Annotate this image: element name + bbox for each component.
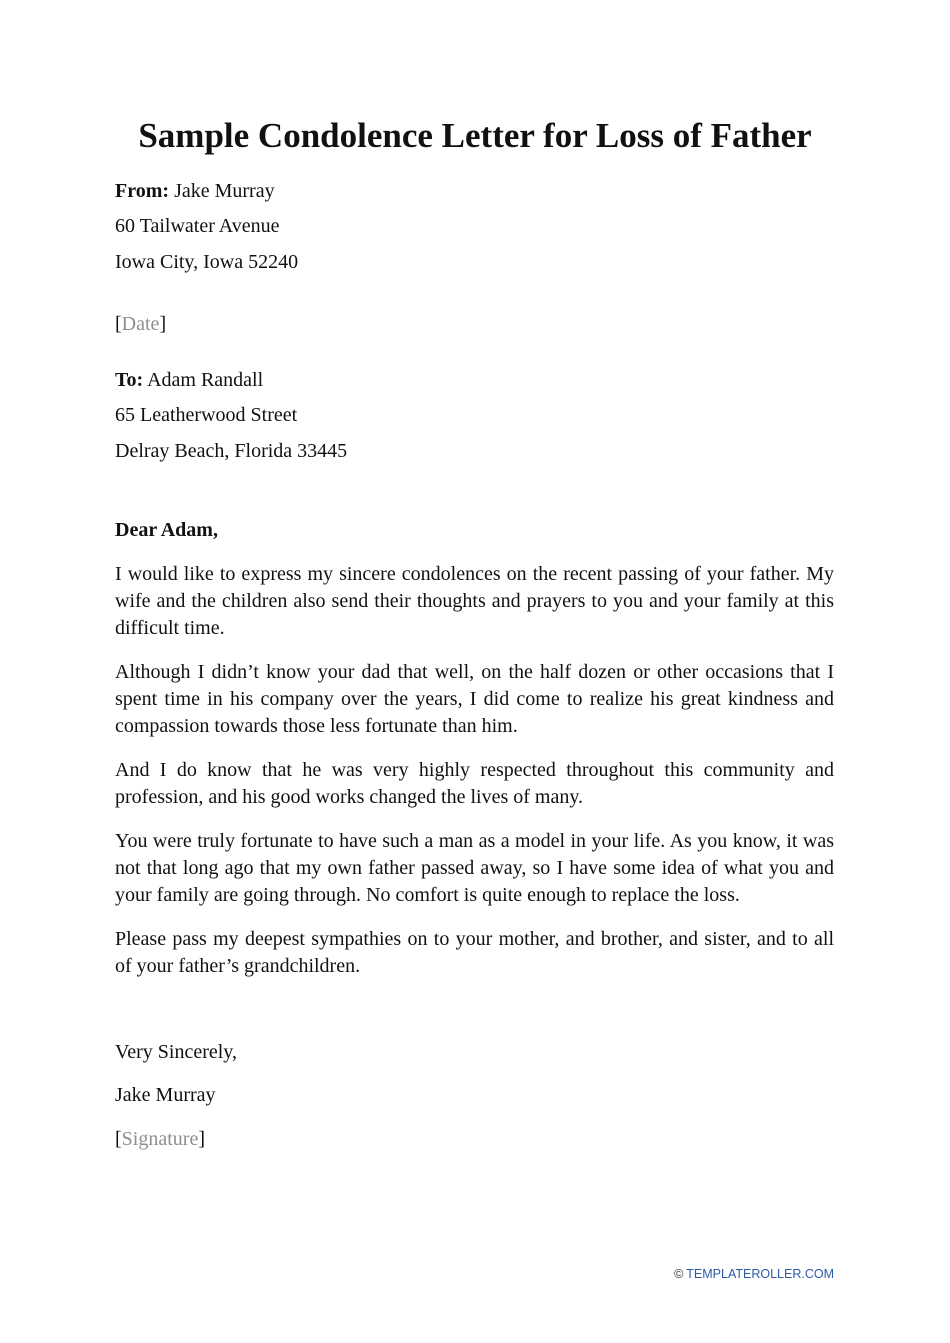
body-paragraph-5: Please pass my deepest sympathies on to your mother, and brother, and sister, and to all of your father’s grandchildren.	[115, 928, 834, 977]
date-field	[115, 311, 166, 337]
sender-city: Iowa City, Iowa 52240	[115, 251, 299, 273]
footer-site-link[interactable]: TEMPLATEROLLER.COM	[686, 1267, 834, 1281]
date-close-bracket: ]	[159, 313, 167, 335]
signature-open-bracket: [	[115, 1128, 122, 1150]
body-paragraph-1: I would like to express my sincere condolences on the recent passing of your father. My wife and the children also send their thoughts and prayers to you and your family at this difficult time.	[115, 563, 834, 639]
copyright-icon: ©	[674, 1267, 684, 1281]
signer-name: Jake Murray	[115, 1084, 216, 1106]
recipient-name-line	[115, 367, 263, 393]
signature-close-bracket: ]	[198, 1128, 205, 1150]
sender-street: 60 Tailwater Avenue	[115, 215, 280, 237]
recipient-name: Adam Randall	[147, 369, 264, 391]
recipient-city: Delray Beach, Florida 33445	[115, 440, 348, 462]
body-paragraph-3: And I do know that he was very highly respected throughout this community and profession, and his good works changed the lives of many.	[115, 759, 834, 808]
signature-field	[115, 1126, 205, 1152]
sender-name: Jake Murray	[174, 180, 275, 202]
signature-placeholder: Signature	[121, 1128, 199, 1150]
recipient-street: 65 Leatherwood Street	[115, 404, 298, 426]
document-title: Sample Condolence Letter for Loss of Father	[138, 116, 812, 155]
sender-label: From:	[115, 180, 170, 202]
body-paragraph-4: You were truly fortunate to have such a man as a model in your life. As you know, it was not that long ago that my own father passed away, so I have some idea of what you and your family are going through. No comfort is quite enough to replace the loss.	[115, 830, 834, 906]
body-paragraph-2: Although I didn’t know your dad that well, on the half dozen or other occasions that I spent time in his company over the years, I did come to realize his great kindness and compassion towards those less fortunate than him.	[115, 661, 834, 737]
recipient-label: To:	[115, 369, 144, 391]
valediction: Very Sincerely,	[115, 1041, 237, 1063]
date-open-bracket: [	[115, 313, 122, 335]
footer-credit	[674, 1266, 834, 1282]
salutation: Dear Adam,	[115, 519, 218, 541]
date-placeholder: Date	[121, 313, 160, 335]
sender-name-line	[115, 178, 275, 204]
